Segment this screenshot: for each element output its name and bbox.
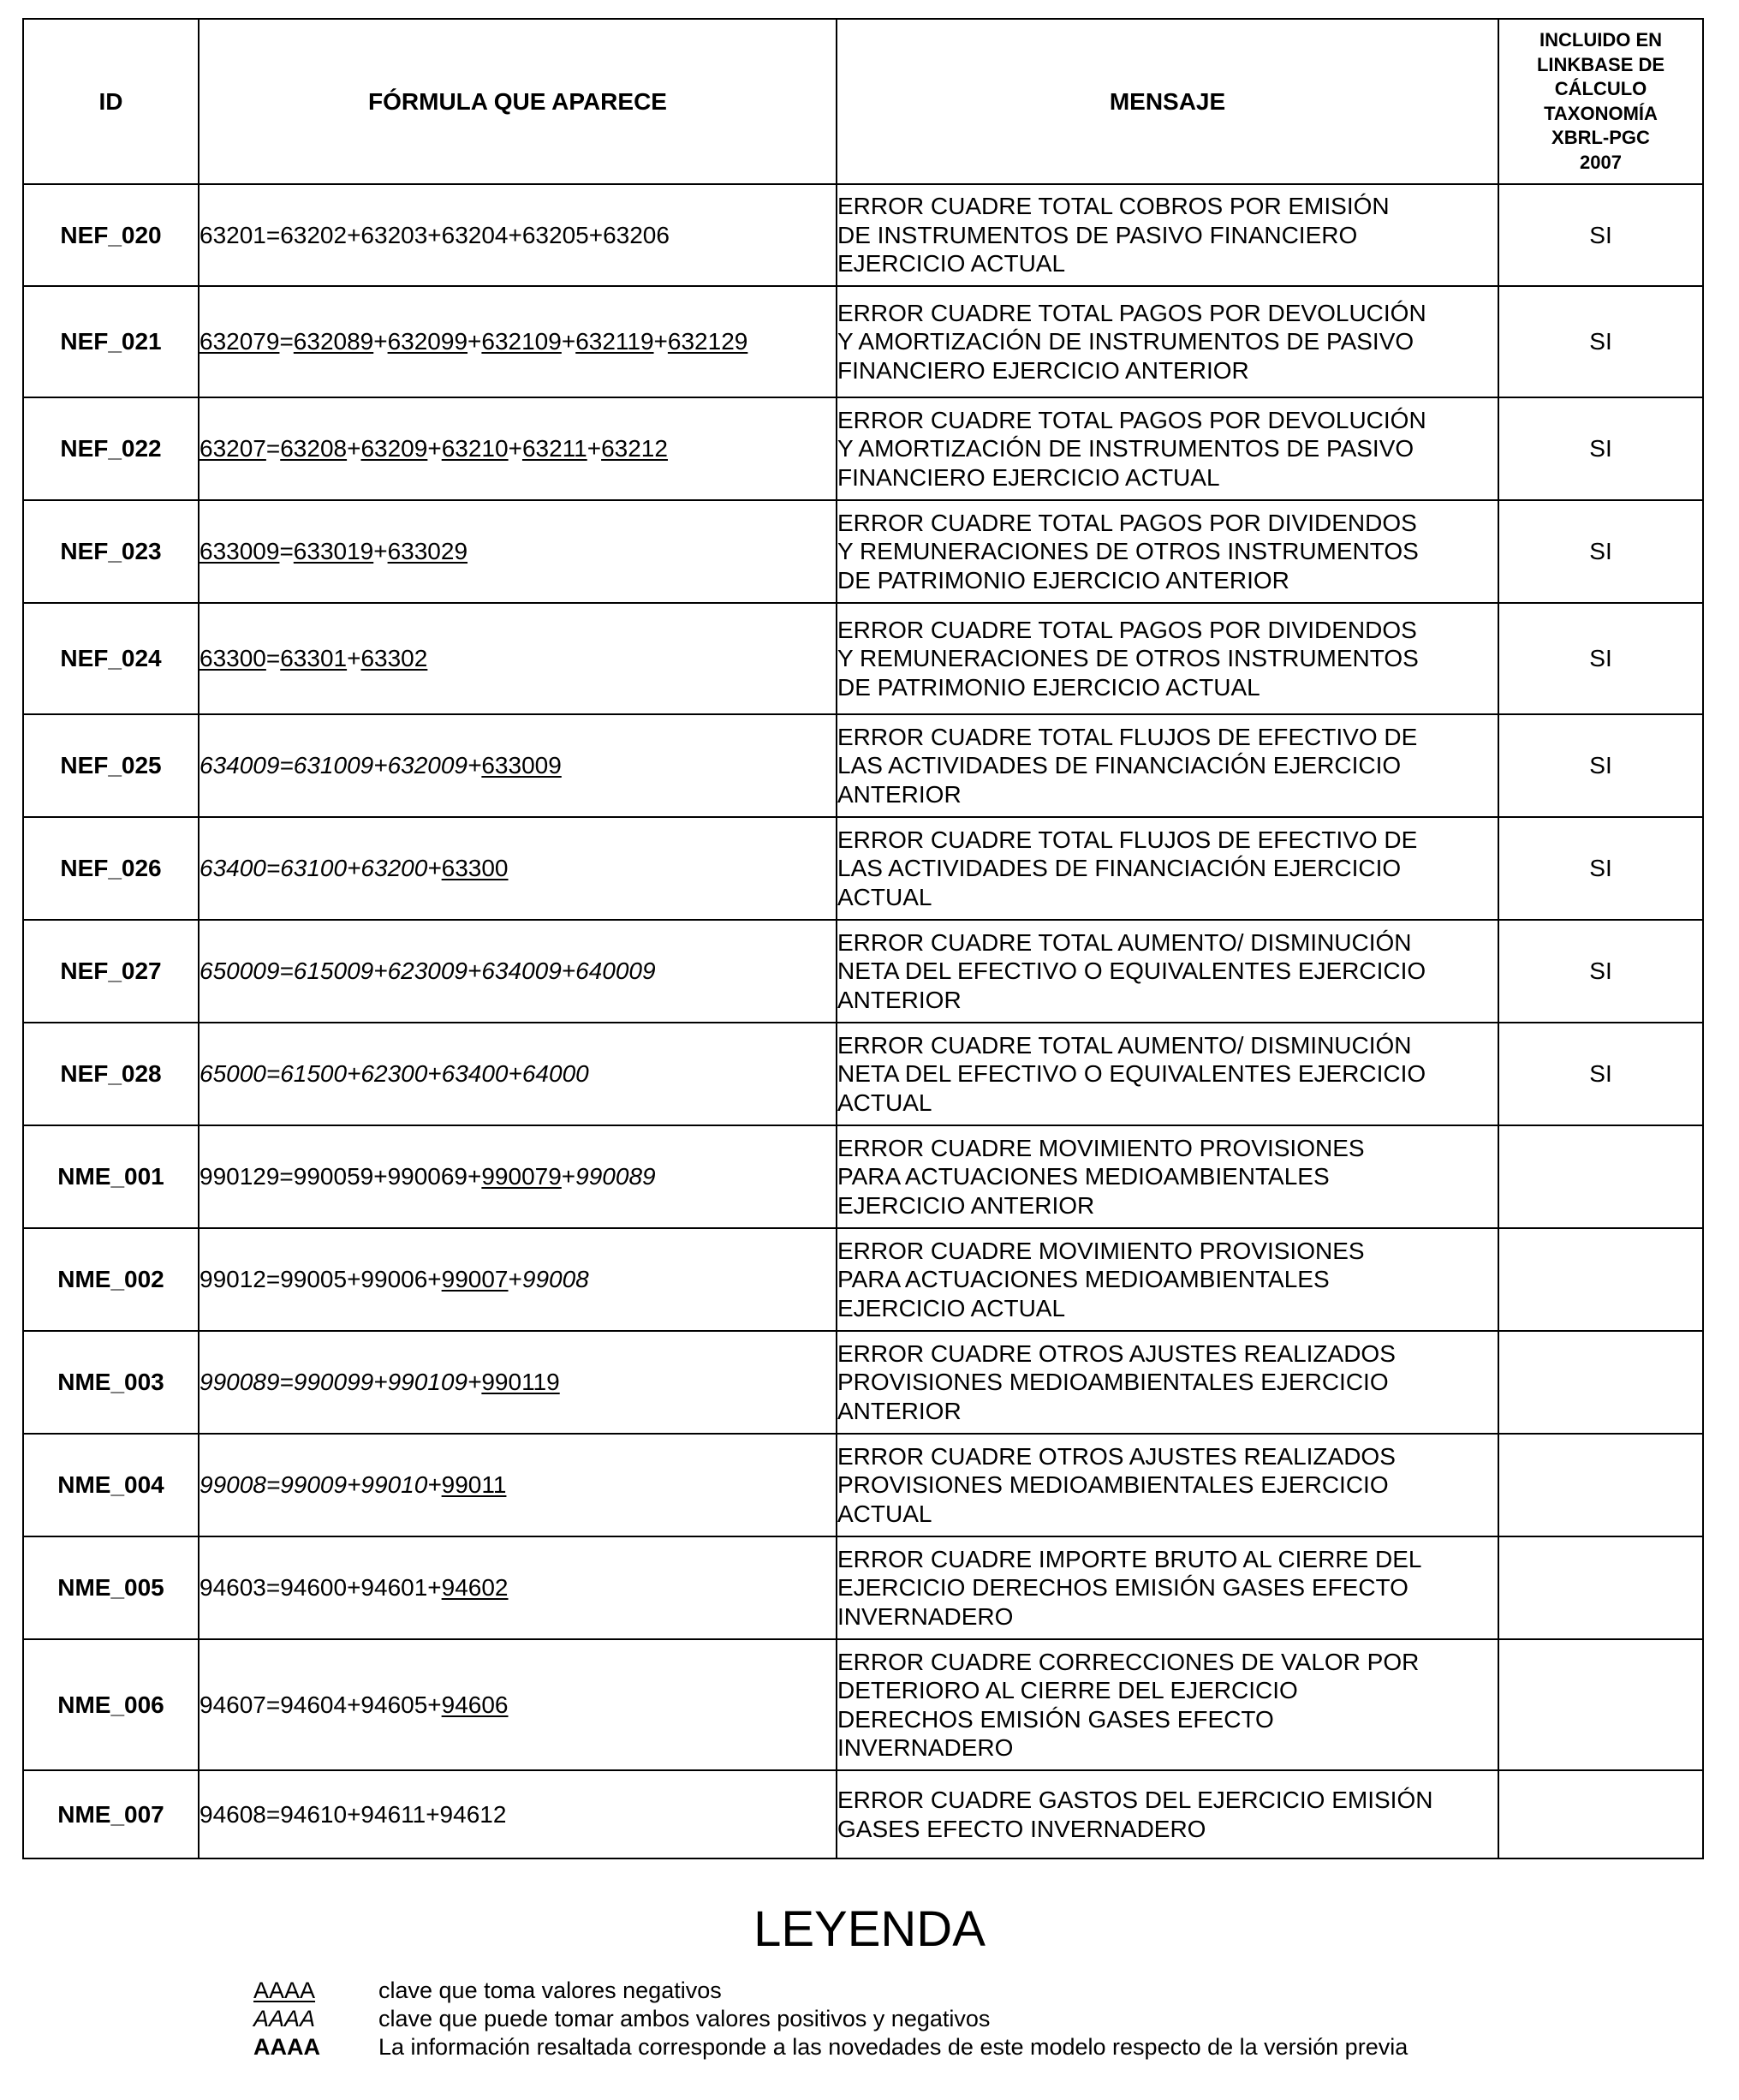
legend-item	[253, 2033, 1408, 2061]
message-line: ERROR CUADRE TOTAL PAGOS POR DEVOLUCIÓN	[837, 406, 1426, 433]
row-included: SI	[1498, 397, 1703, 500]
formula-segment: +	[347, 645, 361, 671]
message-line: ERROR CUADRE MOVIMIENTO PROVISIONES	[837, 1134, 1365, 1161]
row-id: NME_003	[23, 1331, 199, 1434]
message-line: EJERCICIO ACTUAL	[837, 1294, 1066, 1321]
row-id: NEF_025	[23, 714, 199, 817]
formula-segment: +	[347, 435, 361, 462]
formula-segment: 632129	[667, 328, 748, 355]
table-row	[23, 603, 1703, 714]
header-included-line: LINKBASE DE	[1536, 53, 1665, 75]
formula-segment: +	[508, 435, 522, 462]
table-row	[23, 1331, 1703, 1434]
header-row	[23, 19, 1703, 184]
message-line: ERROR CUADRE OTROS AJUSTES REALIZADOS	[837, 1442, 1396, 1470]
formula-segment: 650009=615009+623009+634009+640009	[200, 958, 656, 984]
row-included: SI	[1498, 1023, 1703, 1125]
row-included: SI	[1498, 817, 1703, 920]
row-included	[1498, 1125, 1703, 1228]
formula-segment: 63201=63202+63203+63204+63205+63206	[200, 221, 670, 248]
row-message	[837, 603, 1498, 714]
formula-segment: 990089	[575, 1163, 656, 1190]
formula-segment: 632089	[293, 328, 374, 355]
row-message	[837, 1770, 1498, 1858]
row-formula	[199, 1639, 837, 1770]
formula-segment: =	[279, 538, 294, 564]
header-included-line: XBRL-PGC	[1551, 127, 1650, 148]
row-id: NEF_023	[23, 500, 199, 603]
legend-item	[253, 1977, 722, 2005]
formula-segment: =	[279, 328, 294, 355]
message-line: EJERCICIO ACTUAL	[837, 250, 1066, 277]
formula-segment: 63212	[601, 435, 668, 462]
table-row	[23, 817, 1703, 920]
message-line: EJERCICIO ANTERIOR	[837, 1191, 1095, 1219]
message-line: ERROR CUADRE GASTOS DEL EJERCICIO EMISIÓN	[837, 1787, 1433, 1813]
formula-segment: 63210	[441, 435, 509, 462]
row-formula	[199, 920, 837, 1023]
row-included	[1498, 1639, 1703, 1770]
message-line: ERROR CUADRE IMPORTE BRUTO AL CIERRE DEL	[837, 1545, 1422, 1572]
formula-segment: +	[653, 328, 668, 355]
row-id: NME_007	[23, 1770, 199, 1858]
row-included	[1498, 1434, 1703, 1536]
formula-segment: 63400=63100+63200+	[200, 855, 442, 881]
message-line: DE PATRIMONIO EJERCICIO ANTERIOR	[837, 566, 1289, 594]
row-formula	[199, 603, 837, 714]
message-line: ANTERIOR	[837, 780, 962, 808]
row-id: NEF_028	[23, 1023, 199, 1125]
message-line: ERROR CUADRE TOTAL PAGOS POR DIVIDENDOS	[837, 509, 1417, 536]
formula-segment: +	[373, 328, 388, 355]
row-formula	[199, 1023, 837, 1125]
formula-segment: 94606	[441, 1691, 509, 1718]
row-id: NME_001	[23, 1125, 199, 1228]
formula-segment: 99011	[441, 1471, 507, 1498]
message-line: FINANCIERO EJERCICIO ANTERIOR	[837, 356, 1249, 384]
row-message	[837, 1639, 1498, 1770]
row-message	[837, 1125, 1498, 1228]
message-line: PARA ACTUACIONES MEDIOAMBIENTALES	[837, 1163, 1330, 1190]
message-line: PROVISIONES MEDIOAMBIENTALES EJERCICIO	[837, 1471, 1389, 1499]
row-formula	[199, 184, 837, 286]
formula-segment: 632079	[200, 328, 280, 355]
message-line: Y AMORTIZACIÓN DE INSTRUMENTOS DE PASIVO	[837, 435, 1414, 462]
row-included: SI	[1498, 184, 1703, 286]
formula-segment: 63207	[200, 435, 266, 462]
table-row	[23, 1639, 1703, 1770]
legend-key: AAAA	[253, 1978, 316, 2003]
row-included: SI	[1498, 500, 1703, 603]
message-line: GASES EFECTO INVERNADERO	[837, 1815, 1206, 1842]
header-included-line: CÁLCULO	[1554, 78, 1647, 99]
table-row	[23, 714, 1703, 817]
legend-text: clave que puede tomar ambos valores positivos y negativos	[378, 2006, 991, 2031]
row-message	[837, 184, 1498, 286]
formula-segment: 63208	[280, 435, 348, 462]
formula-segment: 63302	[360, 645, 428, 671]
row-message	[837, 1228, 1498, 1331]
row-included: SI	[1498, 920, 1703, 1023]
formula-segment: +	[373, 538, 388, 564]
formula-segment: 99007	[441, 1266, 509, 1292]
row-formula	[199, 1331, 837, 1434]
row-message	[837, 1023, 1498, 1125]
formula-segment: 63211	[521, 435, 587, 462]
row-formula	[199, 817, 837, 920]
row-included	[1498, 1228, 1703, 1331]
message-line: DE INSTRUMENTOS DE PASIVO FINANCIERO	[837, 221, 1358, 248]
formula-segment: =	[265, 645, 281, 671]
row-formula	[199, 1536, 837, 1639]
legend-text: clave que toma valores negativos	[378, 1978, 722, 2003]
row-id: NEF_024	[23, 603, 199, 714]
formula-segment: 990089=990099+990109+	[200, 1369, 482, 1395]
legend-title: LEYENDA	[753, 1901, 986, 1957]
message-line: NETA DEL EFECTIVO O EQUIVALENTES EJERCICIO	[837, 1060, 1426, 1088]
row-id: NEF_026	[23, 817, 199, 920]
formula-segment: +	[561, 328, 576, 355]
formula-segment: 633029	[387, 538, 468, 564]
formula-segment: 94602	[441, 1574, 509, 1601]
row-formula	[199, 286, 837, 397]
row-included	[1498, 1770, 1703, 1858]
row-message	[837, 817, 1498, 920]
formula-segment: +	[508, 1266, 522, 1292]
row-included: SI	[1498, 603, 1703, 714]
message-line: DETERIORO AL CIERRE DEL EJERCICIO	[837, 1677, 1298, 1703]
row-included: SI	[1498, 714, 1703, 817]
table-row	[23, 184, 1703, 286]
header-formula: FÓRMULA QUE APARECE	[199, 19, 837, 184]
header-included-line: INCLUIDO EN	[1539, 29, 1662, 51]
row-included: SI	[1498, 286, 1703, 397]
row-id: NME_006	[23, 1639, 199, 1770]
message-line: Y REMUNERACIONES DE OTROS INSTRUMENTOS	[837, 645, 1419, 672]
header-message: MENSAJE	[837, 19, 1498, 184]
message-line: DERECHOS EMISIÓN GASES EFECTO	[837, 1705, 1274, 1733]
table-row	[23, 500, 1703, 603]
header-included-line: 2007	[1580, 151, 1622, 173]
table-row	[23, 1023, 1703, 1125]
message-line: ERROR CUADRE TOTAL PAGOS POR DEVOLUCIÓN	[837, 299, 1426, 326]
row-formula	[199, 1434, 837, 1536]
formula-segment: 990079	[481, 1163, 562, 1190]
message-line: ERROR CUADRE CORRECCIONES DE VALOR POR	[837, 1648, 1420, 1675]
formula-segment: 63209	[360, 435, 428, 462]
row-id: NME_004	[23, 1434, 199, 1536]
row-formula	[199, 500, 837, 603]
formula-segment: 65000=61500+62300+63400+64000	[200, 1060, 589, 1087]
message-line: LAS ACTIVIDADES DE FINANCIACIÓN EJERCICIO	[837, 752, 1402, 779]
formula-segment: 63301	[280, 645, 348, 671]
row-id: NEF_022	[23, 397, 199, 500]
formula-segment: 990119	[481, 1369, 560, 1395]
formula-segment: 633009	[200, 538, 280, 564]
message-line: ERROR CUADRE TOTAL FLUJOS DE EFECTIVO DE	[837, 826, 1418, 853]
legend-key: AAAA	[253, 2006, 316, 2031]
formula-segment: 633009	[481, 752, 562, 779]
row-message	[837, 920, 1498, 1023]
row-formula	[199, 714, 837, 817]
formula-segment: 632109	[481, 328, 562, 355]
message-line: INVERNADERO	[837, 1602, 1014, 1630]
table-row	[23, 1536, 1703, 1639]
row-formula	[199, 1228, 837, 1331]
message-line: FINANCIERO EJERCICIO ACTUAL	[837, 463, 1220, 491]
message-line: ERROR CUADRE TOTAL COBROS POR EMISIÓN	[837, 193, 1390, 220]
message-line: ANTERIOR	[837, 986, 962, 1013]
row-formula	[199, 397, 837, 500]
header-included	[1498, 19, 1703, 184]
formula-segment: 94608=94610+94611+94612	[200, 1800, 507, 1828]
formula-segment: 634009=631009+632009+	[200, 752, 482, 779]
message-line: NETA DEL EFECTIVO O EQUIVALENTES EJERCICIO	[837, 958, 1426, 985]
formula-segment: 633019	[293, 538, 374, 564]
table-row	[23, 1770, 1703, 1858]
message-line: PARA ACTUACIONES MEDIOAMBIENTALES	[837, 1266, 1330, 1293]
row-id: NEF_020	[23, 184, 199, 286]
row-message	[837, 397, 1498, 500]
message-line: ERROR CUADRE MOVIMIENTO PROVISIONES	[837, 1237, 1365, 1264]
header-included-line: TAXONOMÍA	[1544, 102, 1658, 124]
formula-segment: 63300	[441, 855, 509, 881]
formula-segment: 990129=990059+990069+	[200, 1163, 482, 1190]
row-id: NEF_027	[23, 920, 199, 1023]
row-formula	[199, 1125, 837, 1228]
message-line: LAS ACTIVIDADES DE FINANCIACIÓN EJERCICIO	[837, 855, 1402, 882]
table-row	[23, 920, 1703, 1023]
message-line: ERROR CUADRE TOTAL AUMENTO/ DISMINUCIÓN	[837, 928, 1412, 956]
row-message	[837, 500, 1498, 603]
validation-table	[22, 18, 1704, 1859]
row-message	[837, 1331, 1498, 1434]
table-row	[23, 397, 1703, 500]
row-id: NME_002	[23, 1228, 199, 1331]
formula-segment: 99012=99005+99006+	[200, 1266, 442, 1292]
row-message	[837, 714, 1498, 817]
message-line: ACTUAL	[837, 883, 932, 910]
formula-segment: 63300	[200, 645, 266, 671]
message-line: ACTUAL	[837, 1089, 932, 1116]
table-row	[23, 1125, 1703, 1228]
table-body	[23, 184, 1703, 1858]
message-line: ERROR CUADRE TOTAL AUMENTO/ DISMINUCIÓN	[837, 1031, 1412, 1059]
message-line: PROVISIONES MEDIOAMBIENTALES EJERCICIO	[837, 1369, 1389, 1396]
table-row	[23, 286, 1703, 397]
message-line: ERROR CUADRE OTROS AJUSTES REALIZADOS	[837, 1339, 1396, 1367]
formula-segment: 94607=94604+94605+	[200, 1691, 442, 1718]
row-message	[837, 1536, 1498, 1639]
row-included	[1498, 1536, 1703, 1639]
row-id: NME_005	[23, 1536, 199, 1639]
message-line: ERROR CUADRE TOTAL FLUJOS DE EFECTIVO DE	[837, 723, 1418, 750]
formula-segment: 99008	[521, 1266, 589, 1292]
message-line: ANTERIOR	[837, 1397, 962, 1424]
legend-item	[253, 2005, 990, 2033]
formula-segment: 99008=99009+99010+	[200, 1471, 442, 1498]
formula-segment: +	[561, 1163, 576, 1190]
header-id: ID	[23, 19, 199, 184]
formula-segment: 632119	[575, 328, 654, 355]
formula-segment: +	[427, 435, 442, 462]
message-line: Y AMORTIZACIÓN DE INSTRUMENTOS DE PASIVO	[837, 328, 1414, 355]
formula-segment: 94603=94600+94601+	[200, 1574, 442, 1601]
legend-key: AAAA	[253, 2034, 320, 2060]
table-row	[23, 1434, 1703, 1536]
message-line: Y REMUNERACIONES DE OTROS INSTRUMENTOS	[837, 538, 1419, 565]
row-message	[837, 1434, 1498, 1536]
message-line: ERROR CUADRE TOTAL PAGOS POR DIVIDENDOS	[837, 616, 1417, 643]
formula-segment: +	[468, 328, 482, 355]
table-row	[23, 1228, 1703, 1331]
message-line: EJERCICIO DERECHOS EMISIÓN GASES EFECTO	[837, 1574, 1408, 1602]
legend-text: La información resaltada corresponde a las novedades de este modelo respecto de la versión previa	[378, 2034, 1408, 2060]
formula-segment: =	[265, 435, 281, 462]
message-line: INVERNADERO	[837, 1734, 1014, 1761]
formula-segment: 632099	[387, 328, 468, 355]
row-included	[1498, 1331, 1703, 1434]
message-line: ACTUAL	[837, 1500, 932, 1527]
row-message	[837, 286, 1498, 397]
row-id: NEF_021	[23, 286, 199, 397]
formula-segment: +	[587, 435, 602, 462]
row-formula	[199, 1770, 837, 1858]
message-line: DE PATRIMONIO EJERCICIO ACTUAL	[837, 673, 1260, 701]
